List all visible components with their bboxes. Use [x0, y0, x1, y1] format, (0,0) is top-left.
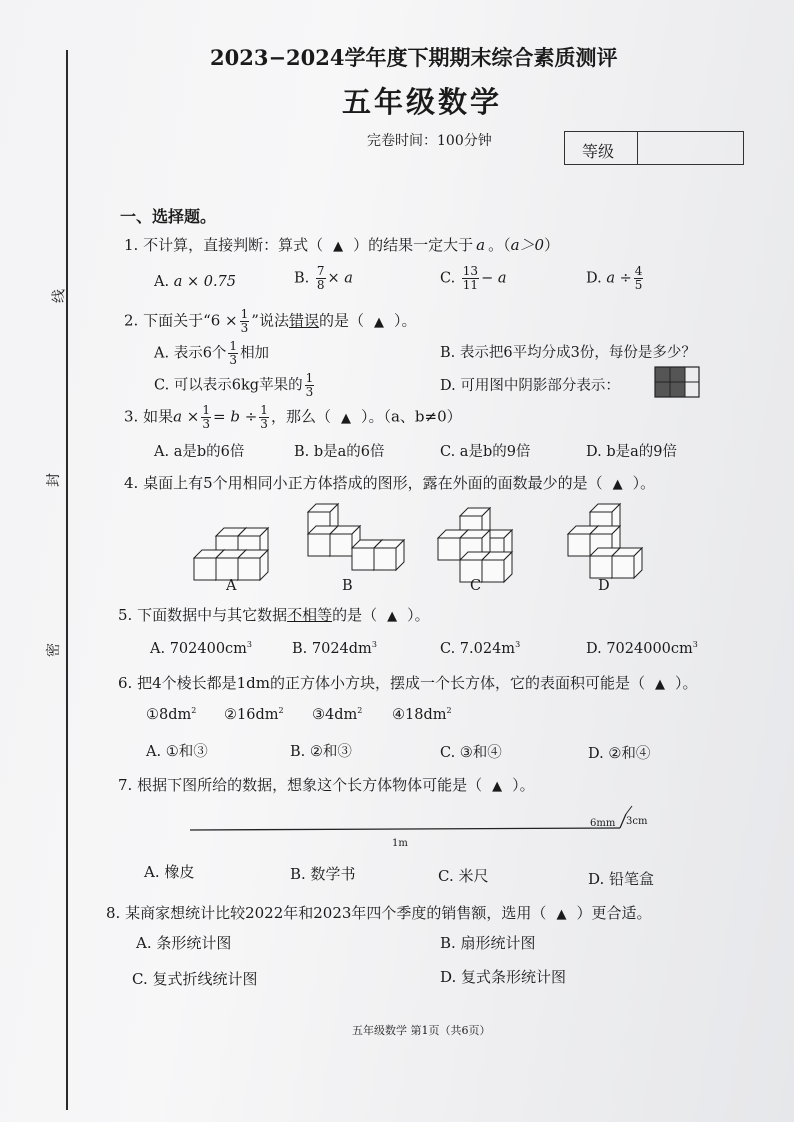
q3-stem: 3. 如果a × $\frac{1}{3}$ = b ÷ $\frac{1}{3}$ ，那么（ ▲ ）。（a、b≠0） [124, 403, 462, 431]
shaded-cell [655, 367, 670, 382]
q6-option-d: D. ②和④ [588, 746, 651, 762]
q5-option-d: D. $7024000cm^3$ [586, 640, 698, 657]
q3-option-c: C. a是b的9倍 [440, 444, 531, 460]
q8-stem: 8. 某商家想统计比较2022年和2023年四个季度的销售额，选用（ ▲ ）更合适。 [106, 904, 652, 922]
q5-option-a: A. $702400cm^3$ [150, 640, 253, 657]
q1-option-a: A. a × 0.75 [154, 274, 237, 290]
q4-label-a: A [226, 578, 237, 594]
q2-option-c: C. 可以表示6kg苹果的 $\frac{1}{3}$ [154, 371, 314, 399]
binding-mark-line: 线 [51, 289, 65, 305]
cuboid-dimension-figure [180, 804, 650, 848]
width-label: 3cm [626, 816, 648, 827]
q7-option-c: C. 米尺 [438, 867, 489, 885]
answer-mark: ▲ [612, 477, 623, 492]
answer-mark: ▲ [655, 677, 665, 692]
length-line [190, 828, 620, 830]
length-label: 1m [392, 838, 408, 849]
q6-item-2: $②16dm^2$ [224, 706, 284, 723]
q6-stem: 6. 把4个棱长都是1dm的正方体小方块，摆成一个长方体，它的表面积可能是（ ▲ ）。 [118, 674, 698, 692]
q6-option-b: B. ②和③ [290, 744, 352, 760]
q3-option-a: A. a是b的6倍 [154, 444, 245, 460]
q6-item-3: $③4dm^2$ [312, 706, 363, 723]
q2-option-a: A. 表示6个 $\frac{1}{3}$ 相加 [154, 339, 270, 367]
shaded-grid-figure [654, 366, 700, 398]
binding-mark-secret: 密 [46, 643, 62, 657]
q4-stem: 4. 桌面上有5个用相同小正方体搭成的图形，露在外面的面数最少的是（ ▲ ）。 [124, 474, 656, 492]
q5-option-c: C. $7.024m^3$ [440, 640, 521, 657]
thickness-label: 6mm [590, 818, 616, 829]
cube-figures [180, 500, 660, 600]
grade-label: 等级 [582, 142, 615, 161]
answer-mark: ▲ [340, 410, 351, 426]
q2-option-b: B. 表示把6平均分成3份，每份是多少？ [440, 345, 696, 361]
q2-option-d: D. 可用图中阴影部分表示： [440, 378, 620, 394]
cube-figure-c [438, 508, 512, 582]
q6-item-1: $①8dm^2$ [146, 706, 197, 723]
q1-stem: 1. 不计算，直接判断：算式（ ▲ ）的结果一定大于 a 。（a＞0） [124, 236, 560, 254]
q4-label-c: C [470, 578, 482, 594]
shaded-cell [670, 367, 685, 382]
q1-option-c: C. $\frac{13}{11}$ − a [440, 264, 507, 292]
answer-mark: ▲ [387, 609, 398, 624]
q2-stem: 2. 下面关于“6 × $\frac{1}{3}$ ”说法错误的是（ ▲ ）。 [124, 307, 417, 335]
shaded-cell [655, 382, 670, 397]
subject-title: 五年级数学 [342, 85, 503, 119]
exam-title: 2023−2024学年度下期期末综合素质测评 [210, 45, 618, 70]
answer-mark: ▲ [373, 314, 384, 330]
q7-option-d: D. 铅笔盒 [588, 870, 655, 888]
q4-label-d: D [598, 578, 610, 594]
page-footer: 五年级数学 第1页（共6页） [352, 1024, 491, 1037]
q8-option-b: B. 扇形统计图 [440, 934, 536, 952]
answer-mark: ▲ [333, 239, 344, 254]
answer-mark: ▲ [556, 907, 567, 922]
q7-stem: 7. 根据下图所给的数据，想象这个长方体物体可能是（ ▲ ）。 [118, 776, 535, 794]
cube-figure-d [568, 504, 642, 578]
q1-option-b: B. $\frac{7}{8}$ × a [294, 264, 353, 292]
q6-option-c: C. ③和④ [440, 745, 502, 761]
q6-item-4: $④18dm^2$ [392, 706, 452, 723]
q3-option-b: B. b是a的6倍 [294, 444, 385, 460]
q6-option-a: A. ①和③ [146, 744, 208, 760]
binding-line [66, 50, 68, 1110]
shaded-cell [670, 382, 685, 397]
width-line [626, 806, 632, 814]
q5-stem: 5. 下面数据中与其它数据不相等的是（ ▲ ）。 [118, 606, 430, 624]
q8-option-d: D. 复式条形统计图 [440, 968, 567, 986]
q3-option-d: D. b是a的9倍 [586, 444, 677, 460]
cube-figure-a [194, 528, 268, 580]
time-label: 完卷时间：100分钟 [367, 133, 492, 149]
q7-option-a: A. 橡皮 [144, 863, 195, 881]
cube-figure-b [308, 504, 404, 570]
q8-option-c: C. 复式折线统计图 [132, 970, 258, 988]
q7-option-b: B. 数学书 [290, 865, 356, 883]
binding-mark-seal: 封 [46, 473, 62, 487]
grade-box-divider [637, 132, 638, 164]
grade-box [564, 131, 744, 165]
q5-option-b: B. $7024dm^3$ [292, 640, 377, 657]
answer-mark: ▲ [492, 779, 503, 794]
q1-option-d: D. a ÷ $\frac{4}{5}$ [586, 264, 643, 292]
q4-label-b: B [342, 578, 353, 594]
section-title: 一、选择题。 [120, 207, 217, 226]
q8-option-a: A. 条形统计图 [136, 934, 232, 952]
